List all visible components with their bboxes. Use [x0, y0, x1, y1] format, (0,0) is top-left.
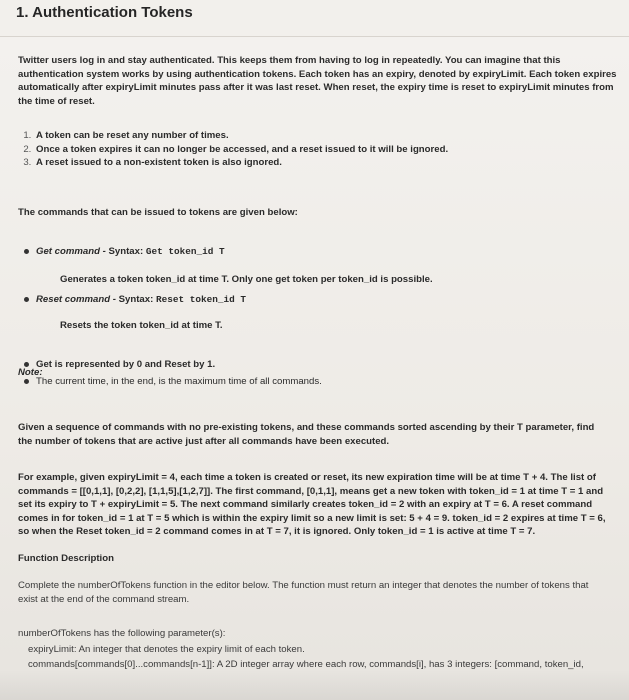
note-item: Get is represented by 0 and Reset by 1.	[24, 358, 215, 372]
get-command-item: Get command - Syntax: Get token_id T	[24, 245, 225, 259]
example-paragraph: For example, given expiryLimit = 4, each time a token is created or reset, its new expiration time will be at time T + 4. The list of commands = [[0,1,1], [0,2,2], [1,1,5],[1,2,7]]. The first command, [0,1,1], means get a new token with token_id = 1 at time T = 1 and set its expiry to T + expiryLimit = 5. The next command similarly creates token_id = 2 with an expiry at T = 6. A reset command comes in for token_id = 1 at T = 5 which is within the expiry limit so a new limit is set: 5 + 4 = 9. token_id = 2 expires at time T = 6, so when the Reset token_id = 2 command comes in at T = 7, it is ignored. Only token_id = 1 is active at time T = 7.	[18, 472, 606, 537]
parameter-item: commands[commands[0]...commands[n-1]]: A 2D integer array where each row, commands[i], has 3 integers: [command, token_id,	[28, 659, 584, 670]
header	[0, 0, 629, 37]
function-description-text: Complete the numberOfTokens function in the editor below. The function must return an integer that denotes the number of tokens that exist at the end of the command stream.	[18, 580, 589, 605]
command-syntax: Get token_id T	[145, 246, 225, 257]
problem-statement	[0, 37, 629, 700]
parameters-title: numberOfTokens has the following parameter(s):	[18, 628, 226, 639]
bullet-icon	[24, 249, 29, 254]
bullet-icon	[24, 297, 29, 302]
rule-item: 2. Once a token expires it can no longer be accessed, and a reset issued to it will be ignored.	[34, 143, 624, 157]
rule-item: 1. A token can be reset any number of times.	[34, 129, 624, 143]
reset-command-item: Reset command - Syntax: Reset token_id T	[24, 293, 246, 307]
bullet-icon	[24, 379, 29, 384]
command-name: Get command	[36, 246, 100, 257]
note-label: Note:	[18, 367, 43, 378]
rule-item: 3. A reset issued to a non-existent token is also ignored.	[34, 156, 624, 170]
note-item: The current time, in the end, is the maximum time of all commands.	[24, 375, 322, 389]
function-description-title: Function Description	[18, 553, 114, 564]
commands-intro: The commands that can be issued to tokens are given below:	[18, 207, 298, 218]
bullet-icon	[24, 362, 29, 367]
command-name: Reset command	[36, 294, 111, 305]
parameter-item: expiryLimit: An integer that denotes the expiry limit of each token.	[28, 644, 305, 655]
rules-list	[18, 129, 624, 170]
syntax-label: Syntax:	[108, 246, 144, 257]
command-syntax: Reset token_id T	[155, 294, 246, 305]
page-title: 1. Authentication Tokens	[16, 4, 193, 21]
page-shadow	[0, 670, 629, 700]
get-command-description: Generates a token token_id at time T. Only one get token per token_id is possible.	[60, 274, 433, 285]
task-paragraph: Given a sequence of commands with no pre-existing tokens, and these commands sorted ascending by their T parameter, find the number of tokens that are active just after all commands have been executed.	[18, 422, 595, 447]
syntax-label: Syntax:	[118, 294, 154, 305]
intro-paragraph: Twitter users log in and stay authenticated. This keeps them from having to log in repeatedly. You can imagine that this authentication system works by using authentication tokens. Each token has an expiry, denoted by expiryLimit. Each token expires automatically after expiryLimit minutes pass after it was last reset. When reset, the expiry time is reset to expiryLimit minutes from the time of reset.	[18, 55, 617, 107]
reset-command-description: Resets the token token_id at time T.	[60, 320, 223, 331]
